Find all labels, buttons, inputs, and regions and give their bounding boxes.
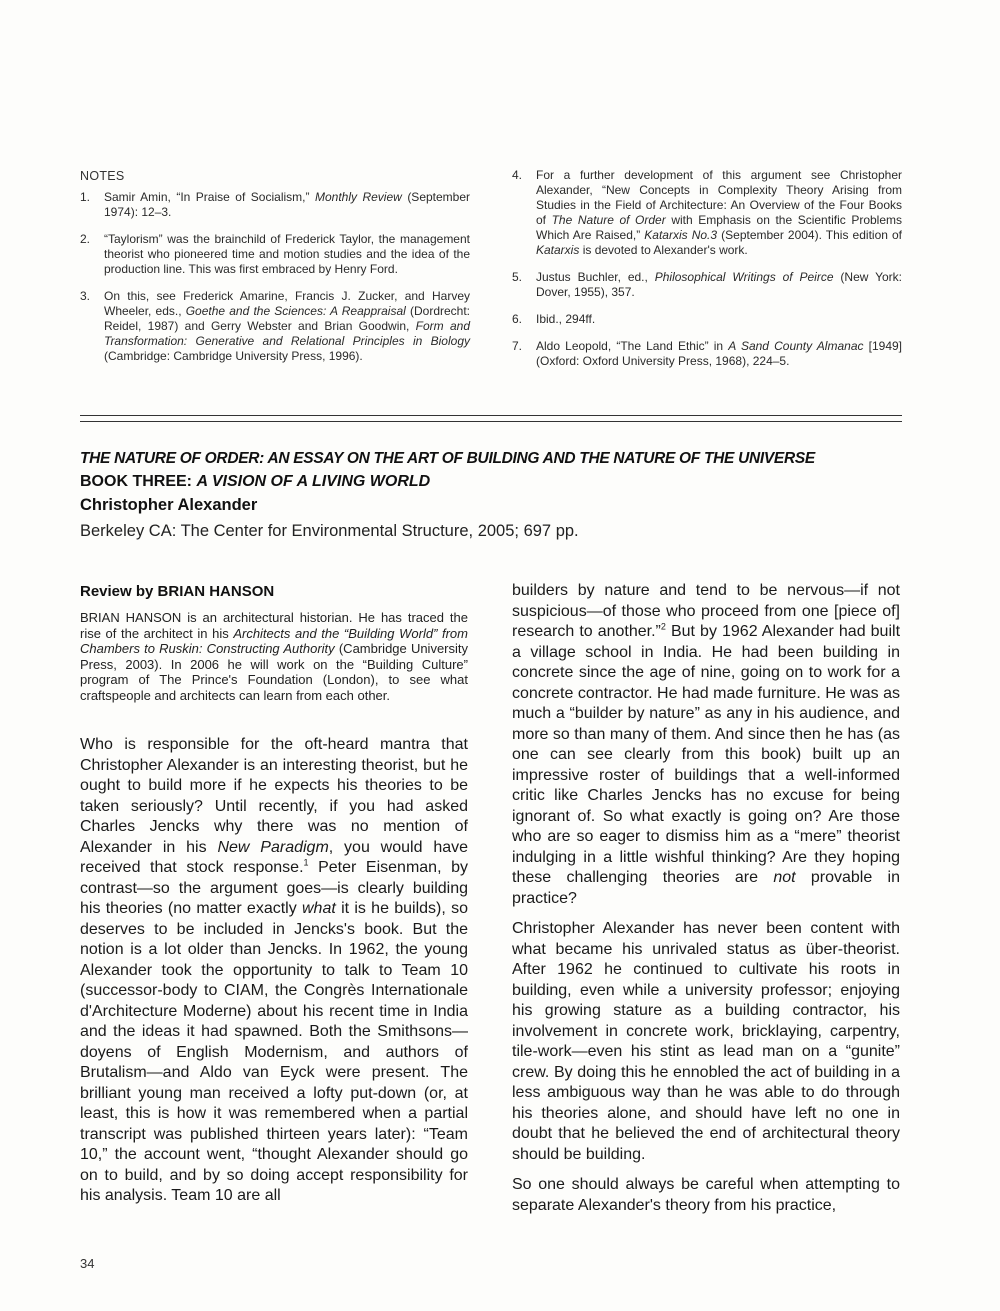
text-run: Samir Amin, “In Praise of Socialism,”	[104, 190, 315, 204]
book-subtitle	[80, 473, 430, 491]
page-number: 34	[80, 1256, 95, 1271]
book-title: THE NATURE OF ORDER: AN ESSAY ON THE ART OF BUILDING AND THE NATURE OF THE UNIVERSE	[80, 450, 815, 467]
note-text	[536, 339, 902, 369]
section-divider-top	[80, 415, 902, 416]
italic-text: Goethe and the Sciences: A Reappraisal	[185, 304, 406, 318]
text-run: (Dordrecht: Reidel, 1987) and Gerry Webster and Brian Goodwin,	[104, 304, 470, 333]
text-run: builders by nature and tend to be nervous—if not suspicious—of those who proceed from one [piece of] research to another.”	[512, 582, 900, 640]
italic-text: Monthly Review	[314, 190, 402, 204]
text-run: Christopher Alexander has never been content with what became his unrivaled status as über-theorist. After 1962 he continued to cultivate his roots in building, even while a university professor; enjoying his growing stature as a building contractor, his involvement in concrete work, bricklaying, carpentry, tile-work—even his stint as lead man on a “gunite” crew. By doing this he ennobled the act of building in a less ambiguous way than he was able to do through his theories alone, and should have left no one in doubt that he believed the end of architectural theory should be building.	[512, 920, 900, 1163]
note-number: 2.	[80, 232, 91, 246]
note-item	[512, 312, 902, 327]
article-paragraph	[80, 735, 468, 1207]
note-item	[80, 190, 470, 220]
note-number: 7.	[512, 339, 523, 353]
note-item	[512, 339, 902, 369]
text-run: “Taylorism” was the brainchild of Frederick Taylor, the management theorist who pioneered time and motion studies and the idea of the production line. This was first embraced by Henry Ford.	[104, 232, 470, 276]
note-item	[512, 270, 902, 300]
text-run: But by 1962 Alexander had built a village school in India. He had been building in concrete since the age of nine, going on to work for a concrete contractor. He had made furniture. He was as much a “builder by nature” as any in his audience, and more so than many of them. And since then he has (as one can see clearly from this book) built up an impressive roster of buildings that a well-informed critic like Charles Jencks has no excuse for being ignorant of. So what exactly is going on? Are those who are so eager to dismiss him as a “mere” theorist indulging in a little wishful thinking? Are they hoping these challenging theories are	[512, 623, 901, 886]
article-paragraph	[512, 581, 900, 909]
text-run: (New York: Dover, 1955), 357.	[536, 270, 902, 299]
text-run: , you would have received that stock response.	[80, 838, 469, 876]
book-author: Christopher Alexander	[80, 496, 258, 514]
text-run: Ibid., 294ff.	[536, 312, 596, 326]
text-run: (September 1974): 12–3.	[104, 190, 471, 219]
footnote-ref: 1	[303, 857, 309, 868]
note-item	[80, 232, 470, 277]
text-run: (Cambridge University Press, 2003). In 2006 he will work on the “Building Culture” program of The Prince's Foundation (London), to see what craftspeople and architects can learn from each other.	[80, 641, 469, 703]
note-number: 6.	[512, 312, 523, 326]
note-item	[512, 168, 902, 258]
text-run: provable in practice?	[512, 869, 900, 907]
italic-text: A Sand County Almanac	[728, 339, 864, 353]
reviewer-bio	[80, 610, 468, 704]
note-text	[536, 270, 902, 300]
italic-text: not	[773, 869, 796, 886]
notes-list-left	[80, 190, 470, 376]
italic-text: The Nature of Order	[551, 213, 666, 227]
book-subtitle-prefix: BOOK THREE:	[80, 473, 197, 490]
article-column-left	[80, 735, 468, 1217]
italic-text: what	[302, 900, 336, 917]
italic-text: Form and Transformation: Generative and Relational Principles in Biology	[104, 319, 470, 348]
book-subtitle-italic: A VISION OF A LIVING WORLD	[196, 473, 431, 490]
note-number: 3.	[80, 289, 91, 303]
book-publisher: Berkeley CA: The Center for Environmental Structure, 2005; 697 pp.	[80, 522, 579, 540]
text-run: BRIAN HANSON is an architectural historian. He has traced the rise of the architect in his	[80, 610, 468, 641]
note-item	[80, 289, 470, 364]
text-run: is devoted to Alexander's work.	[579, 243, 748, 257]
text-run: Aldo Leopold, “The Land Ethic” in	[536, 339, 729, 353]
article-column-right	[512, 581, 900, 1226]
text-run: (Cambridge: Cambridge University Press, 1996).	[104, 349, 363, 363]
note-number: 4.	[512, 168, 523, 182]
text-run: So one should always be careful when attempting to separate Alexander's theory from his practice,	[512, 1176, 900, 1214]
note-text	[104, 190, 470, 220]
text-run: (September 2004). This edition of	[717, 228, 902, 242]
italic-text: Katarxis	[536, 243, 580, 257]
article-paragraph	[512, 1175, 900, 1216]
note-number: 5.	[512, 270, 523, 284]
text-run: [1949] (Oxford: Oxford University Press, 1968), 224–5.	[536, 339, 902, 368]
italic-text: Architects and the “Building World” from Chambers to Ruskin: Constructing Authority	[80, 625, 468, 657]
text-run: with Emphasis on the Scientific Problems Which Are Raised,”	[536, 213, 902, 242]
text-run: Who is responsible for the oft-heard mantra that Christopher Alexander is an interesting theorist, but he ought to build more if he expects his theories to be taken seriously? Until recently, if you had asked Charles Jencks why there was no mention of Alexander in his	[80, 736, 468, 856]
notes-list-right	[512, 168, 902, 381]
text-run: it is he builds), so deserves to be included in Jencks's book. But the notion is a lot older than Jencks. In 1962, the young Alexander took the opportunity to talk to Team 10 (successor-body to CIAM, the Congrès Internationale d'Architecture Moderne) about his recent time in India and the ideas it had spawned. Both the Smithsons—doyens of English Modernism, and authors of Brutalism—and Aldo van Eyck were present. The brilliant young man received a lofty put-down (or, at least, this is how it was remembered when a partial transcript was published thirteen years later): “Team 10,” the account went, “thought Alexander should go on to build, and by so doing accept responsibility for his analysis. Team 10 are all	[80, 900, 468, 1204]
review-heading: Review by BRIAN HANSON	[80, 583, 275, 600]
italic-text: Philosophical Writings of Peirce	[654, 270, 834, 284]
note-text	[104, 289, 470, 364]
text-run: Justus Buchler, ed.,	[536, 270, 655, 284]
text-run: On this, see Frederick Amarine, Francis J. Zucker, and Harvey Wheeler, eds.,	[104, 289, 470, 318]
note-text	[536, 312, 902, 327]
note-text	[536, 168, 902, 258]
note-number: 1.	[80, 190, 91, 204]
text-run: Peter Eisenman, by contrast—so the argument goes—is clearly building his theories (no matter exactly	[80, 859, 468, 917]
italic-text: New Paradigm	[217, 838, 329, 856]
note-text	[104, 232, 470, 277]
section-divider-bottom	[80, 421, 902, 422]
italic-text: Katarxis No.3	[644, 228, 718, 242]
footnote-ref: 2	[660, 621, 666, 632]
notes-heading: NOTES	[80, 169, 125, 183]
text-run: For a further development of this argument see Christopher Alexander, “New Concepts in Complexity Theory Arising from Studies in the Field of Architecture: An Overview of the Four Books of	[536, 168, 902, 227]
article-paragraph	[512, 919, 900, 1165]
